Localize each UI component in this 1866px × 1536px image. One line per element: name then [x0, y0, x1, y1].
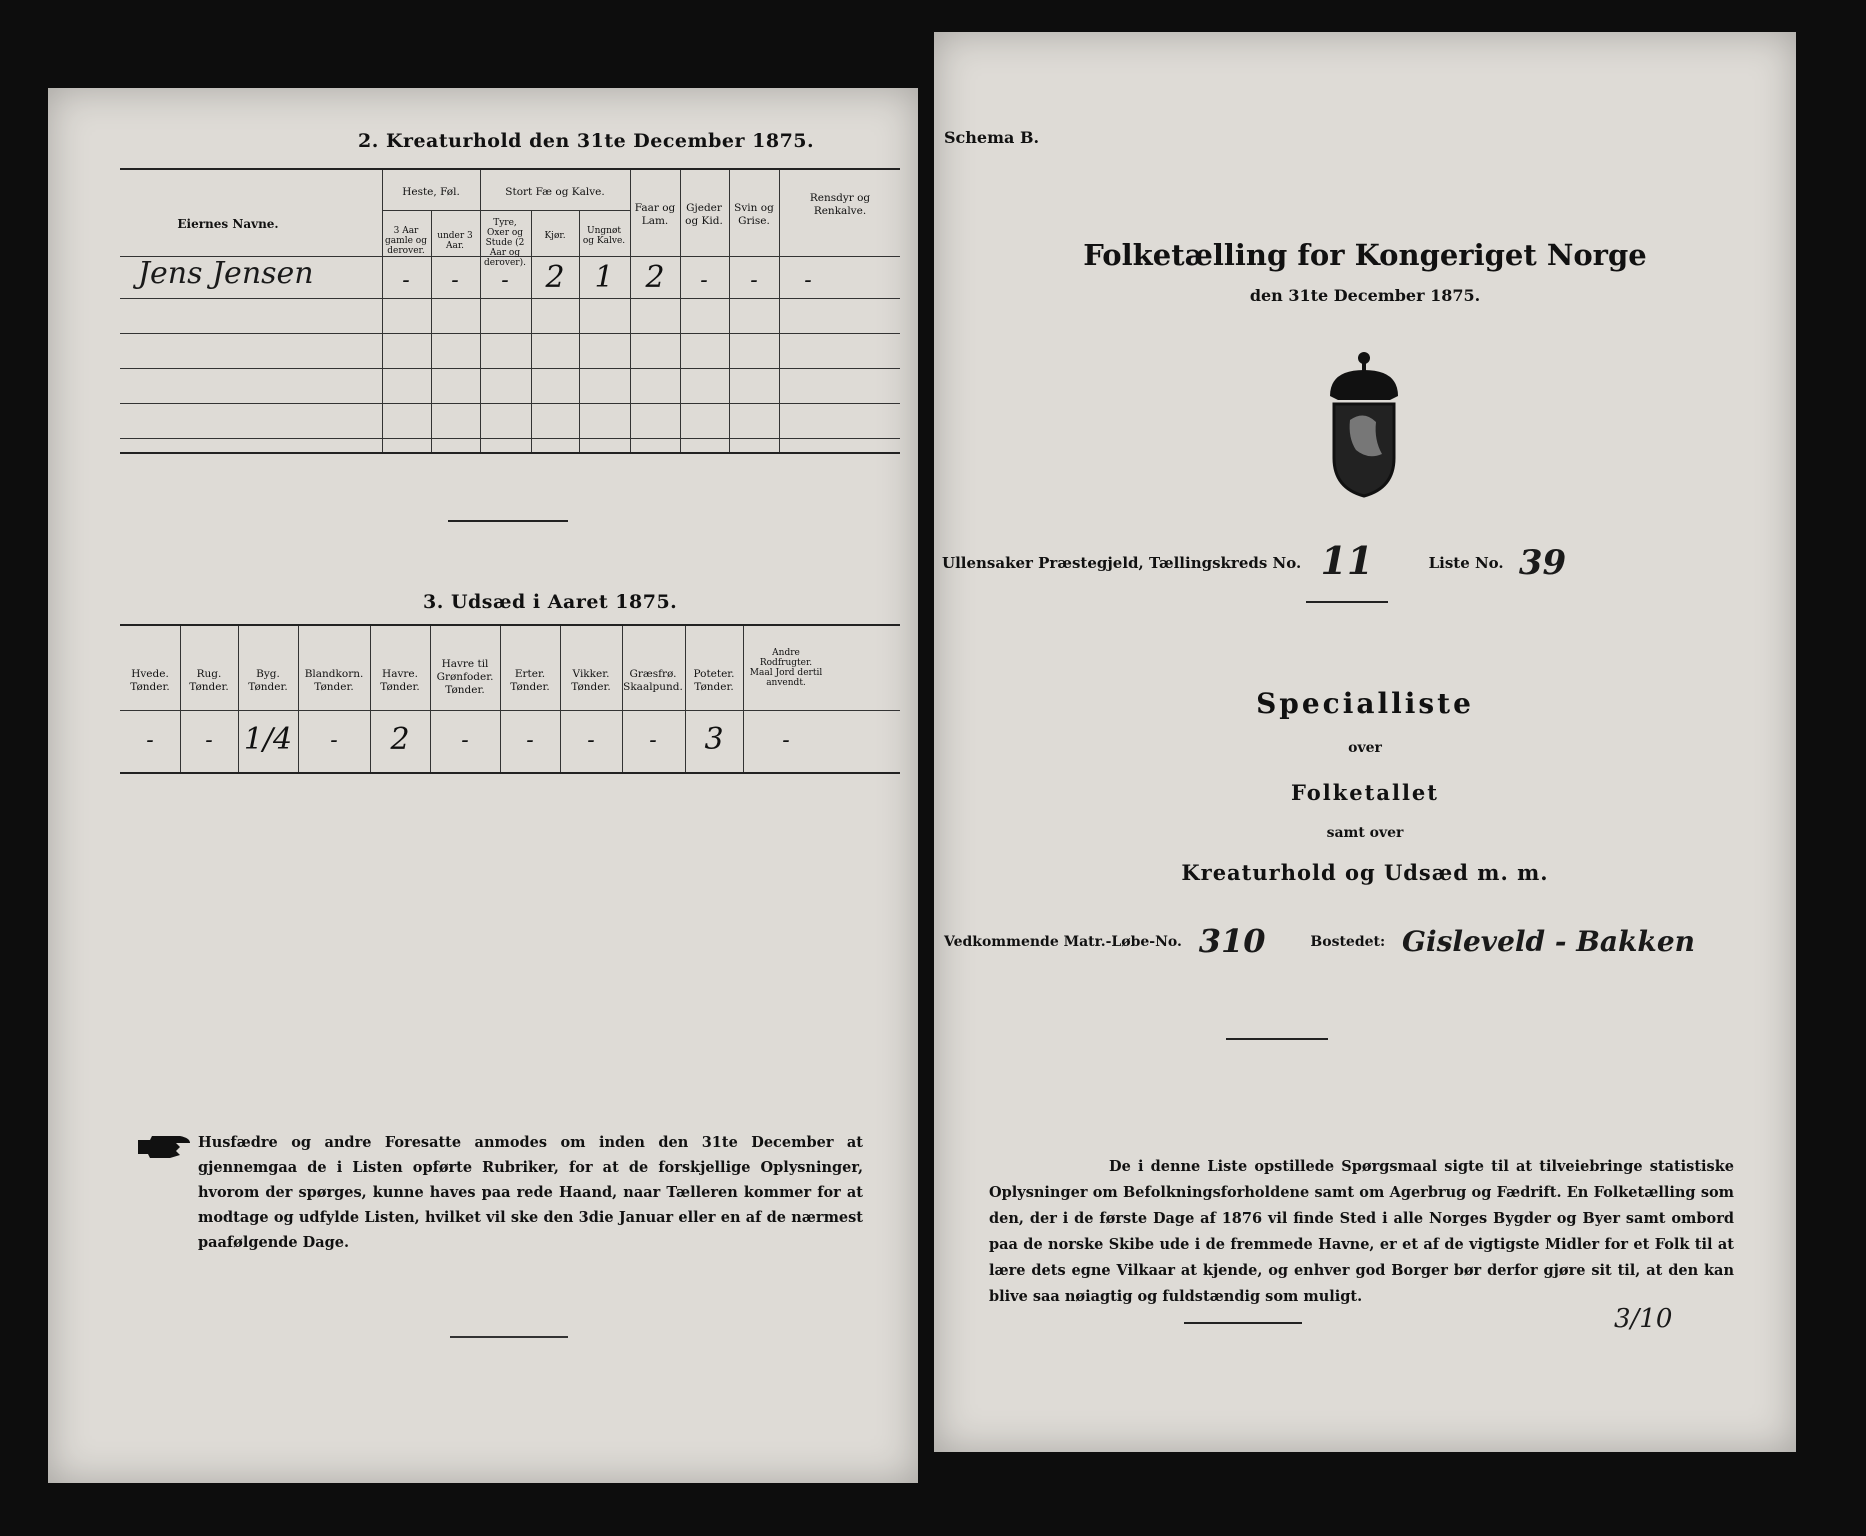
table1-col: [480, 170, 481, 452]
table2-col: [430, 626, 431, 772]
table2-col: [560, 626, 561, 772]
divider: [450, 1336, 568, 1338]
matr-value: 310: [1198, 922, 1266, 960]
crop-header-erter: Erter. Tønder.: [510, 668, 550, 693]
table2-col: [370, 626, 371, 772]
coat-of-arms-icon: [1316, 350, 1412, 500]
table2-bottom-rule: [120, 772, 900, 774]
divider: [1184, 1322, 1302, 1324]
district-label: Tællingskreds No.: [1148, 554, 1302, 572]
bosted-label: Bostedet:: [1310, 934, 1386, 950]
pointing-hand-icon: [136, 1134, 192, 1160]
table1-row-line: [120, 333, 900, 334]
rensdyr-value: -: [804, 268, 812, 293]
table1-col: [382, 170, 383, 452]
district-value: 11: [1320, 538, 1374, 583]
table1-row-line: [120, 403, 900, 404]
faar-header: Faar og Lam.: [634, 202, 676, 227]
corner-mark: 3/10: [1614, 1304, 1673, 1334]
samt-over-label: samt over: [1326, 825, 1404, 841]
parish-name: Ullensaker Præstegjeld,: [942, 554, 1144, 572]
table1-row-line: [120, 298, 900, 299]
crop-header-blandkorn: Blandkorn. Tønder.: [304, 668, 364, 693]
crop-header-havre: Havre. Tønder.: [380, 668, 420, 693]
table2-top-rule: [120, 624, 900, 626]
table2-col: [298, 626, 299, 772]
table1-group-rule: [382, 210, 480, 211]
table2-header-rule: [120, 710, 900, 711]
stort-fae-header: Stort Fæ og Kalve.: [505, 186, 605, 198]
bosted-value: Gisleveld - Bakken: [1402, 925, 1696, 958]
right-page: [934, 32, 1796, 1452]
gjeder-header: Gjeder og Kid.: [685, 202, 723, 227]
table1-row-line: [120, 438, 900, 439]
table2-col: [500, 626, 501, 772]
crop-header-vikker: Vikker. Tønder.: [571, 668, 611, 693]
matr-label: Vedkommende Matr.-Løbe-No.: [944, 934, 1182, 950]
matr-line: [944, 916, 1696, 960]
crop-value-byg: 1/4: [243, 722, 293, 757]
section-2-title: 2. Kreaturhold den 31te December 1875.: [358, 130, 815, 152]
parish-line: [942, 532, 1772, 583]
crop-value-havre: 2: [390, 722, 410, 757]
owner-name: Jens Jensen: [138, 256, 314, 291]
table1-top-rule: [120, 168, 900, 170]
gjeder-value: -: [700, 268, 708, 293]
ungnot-header: Ungnøt og Kalve.: [582, 226, 626, 246]
table1-group-rule: [480, 210, 630, 211]
specialliste-heading: Specialliste: [1256, 687, 1474, 720]
crop-header-graesfro: Græsfrø. Skaalpund.: [623, 668, 683, 693]
table1-row-line: [120, 368, 900, 369]
crop-value-andre: -: [782, 728, 790, 753]
heste-3aar-header: 3 Aar gamle og derover.: [385, 226, 427, 256]
table1-col: [579, 210, 580, 452]
crop-value-graesfro: -: [649, 728, 657, 753]
main-title: Folketælling for Kongeriget Norge: [1083, 238, 1647, 272]
crop-value-gronfoder: -: [461, 728, 469, 753]
table1-col: [779, 170, 780, 452]
table1-col: [729, 170, 730, 452]
crop-value-blandkorn: -: [330, 728, 338, 753]
kjor-header: Kjør.: [544, 231, 566, 241]
crop-value-erter: -: [526, 728, 534, 753]
list-label: Liste No.: [1428, 554, 1504, 572]
table2-col: [180, 626, 181, 772]
crop-value-poteter: 3: [704, 722, 724, 757]
explanatory-paragraph: De i denne Liste opstillede Spørgsmaal sigte til at tilveiebringe statistiske Oplysninger om Befolkningsforholdene samt om Agerbrug og Fædrift. En Folketælling som den, der i de første Dage af 1876 vil finde Sted i alle Norges Bygder og Byer samt ombord paa de norske Skibe ude i de fremmede Havne, er et af de vigtigste Midler for et Folk til at lære dets egne Vilkaar at kjende, og enhver god Borger bør derfor gjøre sit til, at den kan blive saa nøiagtig og fuldstændig som muligt.: [989, 1158, 1734, 1305]
tyre-value: -: [501, 268, 509, 293]
kjor-value: 2: [545, 260, 565, 295]
table2-col: [743, 626, 744, 772]
table2-col: [238, 626, 239, 772]
section-3-title: 3. Udsæd i Aaret 1875.: [423, 591, 678, 613]
crop-value-rug: -: [205, 728, 213, 753]
tyre-header: Tyre, Oxer og Stude (2 Aar og derover).: [484, 218, 526, 268]
table2-col: [622, 626, 623, 772]
heste-under3-value: -: [451, 268, 459, 293]
heste-3aar-value: -: [402, 268, 410, 293]
kreaturhold-heading: Kreaturhold og Udsæd m. m.: [1181, 860, 1549, 885]
divider: [448, 520, 568, 522]
left-page: [48, 88, 918, 1483]
divider: [1226, 1038, 1328, 1040]
heste-under3-header: under 3 Aar.: [437, 231, 473, 251]
crop-header-poteter: Poteter. Tønder.: [693, 668, 735, 693]
crop-value-vikker: -: [587, 728, 595, 753]
ungnot-value: 1: [594, 260, 614, 295]
rensdyr-header: Rensdyr og Renkalve.: [809, 192, 871, 217]
crop-header-gronfoder: Havre til Grønfoder. Tønder.: [436, 658, 494, 696]
crop-header-byg: Byg. Tønder.: [248, 668, 288, 693]
heste-header: Heste, Føl.: [402, 186, 460, 198]
divider: [1306, 601, 1388, 603]
list-value: 39: [1518, 543, 1567, 583]
main-date: den 31te December 1875.: [1249, 286, 1481, 305]
faar-value: 2: [645, 260, 665, 295]
schema-label: Schema B.: [944, 128, 1040, 147]
svin-value: -: [750, 268, 758, 293]
svin-header: Svin og Grise.: [734, 202, 774, 227]
table1-col: [630, 170, 631, 452]
table2-col: [685, 626, 686, 772]
folketallet-heading: Folketallet: [1291, 780, 1439, 805]
over-label-1: over: [1348, 740, 1382, 756]
crop-header-andre: Andre Rodfrugter. Maal Jord dertil anvendt.: [749, 648, 823, 688]
instruction-note: Husfædre og andre Foresatte anmodes om inden den 31te December at gjennemgaa de i Listen opførte Rubriker, for at de forskjellige Oplysninger, hvorom der spørges, kunne haves paa rede Haand, naar Tælleren kommer for at modtage og udfylde Listen, hvilket vil ske den 3die Januar eller en af de nærmest paafølgende Dage.: [198, 1134, 863, 1251]
crop-value-hvede: -: [146, 728, 154, 753]
table1-col: [531, 210, 532, 452]
crop-header-hvede: Hvede. Tønder.: [130, 668, 170, 693]
crop-header-rug: Rug. Tønder.: [189, 668, 229, 693]
table1-bottom-rule: [120, 452, 900, 454]
owner-header: Eiernes Navne.: [177, 217, 279, 231]
